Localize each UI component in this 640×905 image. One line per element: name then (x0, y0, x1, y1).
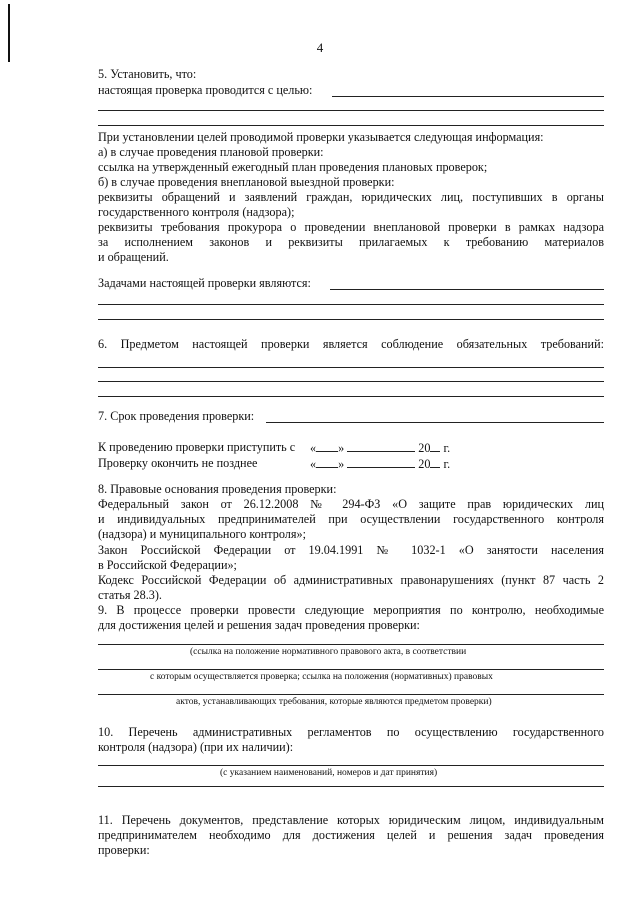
purpose-field-line-1[interactable] (332, 96, 604, 97)
tasks-field-line-3[interactable] (98, 319, 604, 320)
s8-line-6: Кодекс Российской Федерации об административных правонарушениях (пункт 87 часть 2 (98, 573, 604, 587)
year-prefix: 20 (418, 457, 431, 471)
s9-caption-3: актов, устанавливающих требования, которые являются предметом проверки) (176, 697, 492, 707)
s9-field-line-1[interactable] (98, 644, 604, 645)
start-day-field[interactable] (316, 440, 338, 452)
s5-info-intro: При установлении целей проводимой проверки указывается следующая информация: (98, 130, 544, 144)
s7-end-date (310, 456, 450, 472)
s9-line-2: для достижения целей и решения задач проведения проверки: (98, 618, 420, 632)
s8-line-5: в Российской Федерации»; (98, 558, 237, 572)
s11-line-3: проверки: (98, 843, 150, 857)
s5-b2-line-3: и обращений. (98, 250, 169, 264)
s7-end-label: Проверку окончить не позднее (98, 456, 258, 470)
s8-line-3: (надзора) и муниципального контроля»; (98, 527, 306, 541)
s7-start-label: К проведению проверки приступить с (98, 440, 296, 454)
page-number: 4 (316, 40, 324, 55)
s5-a-text: ссылка на утвержденный ежегодный план проведения плановых проверок; (98, 160, 488, 174)
end-day-field[interactable] (316, 456, 338, 468)
s11-line-2: предпринимателем необходимо для достижения целей и решения задач проведения (98, 828, 604, 842)
s6-field-line-3[interactable] (98, 396, 604, 397)
end-month-field[interactable] (347, 456, 415, 468)
quote-close: » (338, 457, 345, 471)
s8-line-4: Закон Российской Федерации от 19.04.1991 № 1032-1 «О занятости населения (98, 543, 604, 557)
quote-open: « (310, 457, 317, 471)
s9-field-line-2[interactable] (98, 669, 604, 670)
start-year-field[interactable] (430, 440, 440, 452)
s8-line-7: статья 28.3). (98, 588, 162, 602)
s8-line-2: и индивидуальных предпринимателей при осуществлении государственного контроля (98, 512, 604, 526)
s10-line-2: контроля (надзора) (при их наличии): (98, 740, 294, 754)
purpose-field-line-3[interactable] (98, 125, 604, 126)
s9-line-1: 9. В процессе проверки провести следующие мероприятия по контролю, необходимые (98, 603, 604, 617)
quote-close: » (338, 441, 345, 455)
purpose-field-line-2[interactable] (98, 110, 604, 111)
s10-line-1: 10. Перечень административных регламентов по осуществлению государственного (98, 725, 604, 739)
s5-purpose-label: настоящая проверка проводится с целью: (98, 83, 313, 97)
start-month-field[interactable] (347, 440, 415, 452)
s8-heading: 8. Правовые основания проведения проверки: (98, 482, 337, 496)
s10-caption: (с указанием наименований, номеров и дат принятия) (220, 768, 438, 778)
s5-b1-line-1: реквизиты обращений и заявлений граждан, юридических лиц, поступивших в органы (98, 190, 604, 204)
s5-b1-line-2: государственного контроля (надзора); (98, 205, 295, 219)
s5-tasks-label: Задачами настоящей проверки являются: (98, 276, 311, 290)
s9-caption-2: с которым осуществляется проверка; ссылка на положения (нормативных) правовых (150, 672, 493, 682)
s9-field-line-3[interactable] (98, 694, 604, 695)
end-year-field[interactable] (430, 456, 440, 468)
year-suffix: г. (443, 441, 451, 455)
year-suffix: г. (443, 457, 451, 471)
s5-b2-line-1: реквизиты требования прокурора о проведении внеплановой проверки в рамках надзора (98, 220, 604, 234)
s11-line-1: 11. Перечень документов, представление которых юридическим лицом, индивидуальным (98, 813, 604, 827)
s9-caption-1: (ссылка на положение нормативного правового акта, в соответствии (190, 647, 467, 657)
s5-heading: 5. Установить, что: (98, 67, 197, 81)
s5-a: а) в случае проведения плановой проверки: (98, 145, 324, 159)
s6-text: 6. Предметом настоящей проверки является соблюдение обязательных требований: (98, 337, 604, 351)
tasks-field-line-2[interactable] (98, 304, 604, 305)
tasks-field-line-1[interactable] (330, 289, 604, 290)
s7-term-field[interactable] (266, 422, 604, 423)
s7-label: 7. Срок проведения проверки: (98, 409, 255, 423)
s5-b: б) в случае проведения внеплановой выездной проверки: (98, 175, 395, 189)
quote-open: « (310, 441, 317, 455)
s8-line-1: Федеральный закон от 26.12.2008 № 294-ФЗ «О защите прав юридических лиц (98, 497, 604, 511)
s6-field-line-2[interactable] (98, 381, 604, 382)
s5-b2-line-2: за исполнением законов и реквизиты прилагаемых к требованию материалов (98, 235, 604, 249)
s7-start-date (310, 440, 450, 456)
s6-field-line-1[interactable] (98, 367, 604, 368)
year-prefix: 20 (418, 441, 431, 455)
s10-field-line-2[interactable] (98, 786, 604, 787)
s10-field-line[interactable] (98, 765, 604, 766)
